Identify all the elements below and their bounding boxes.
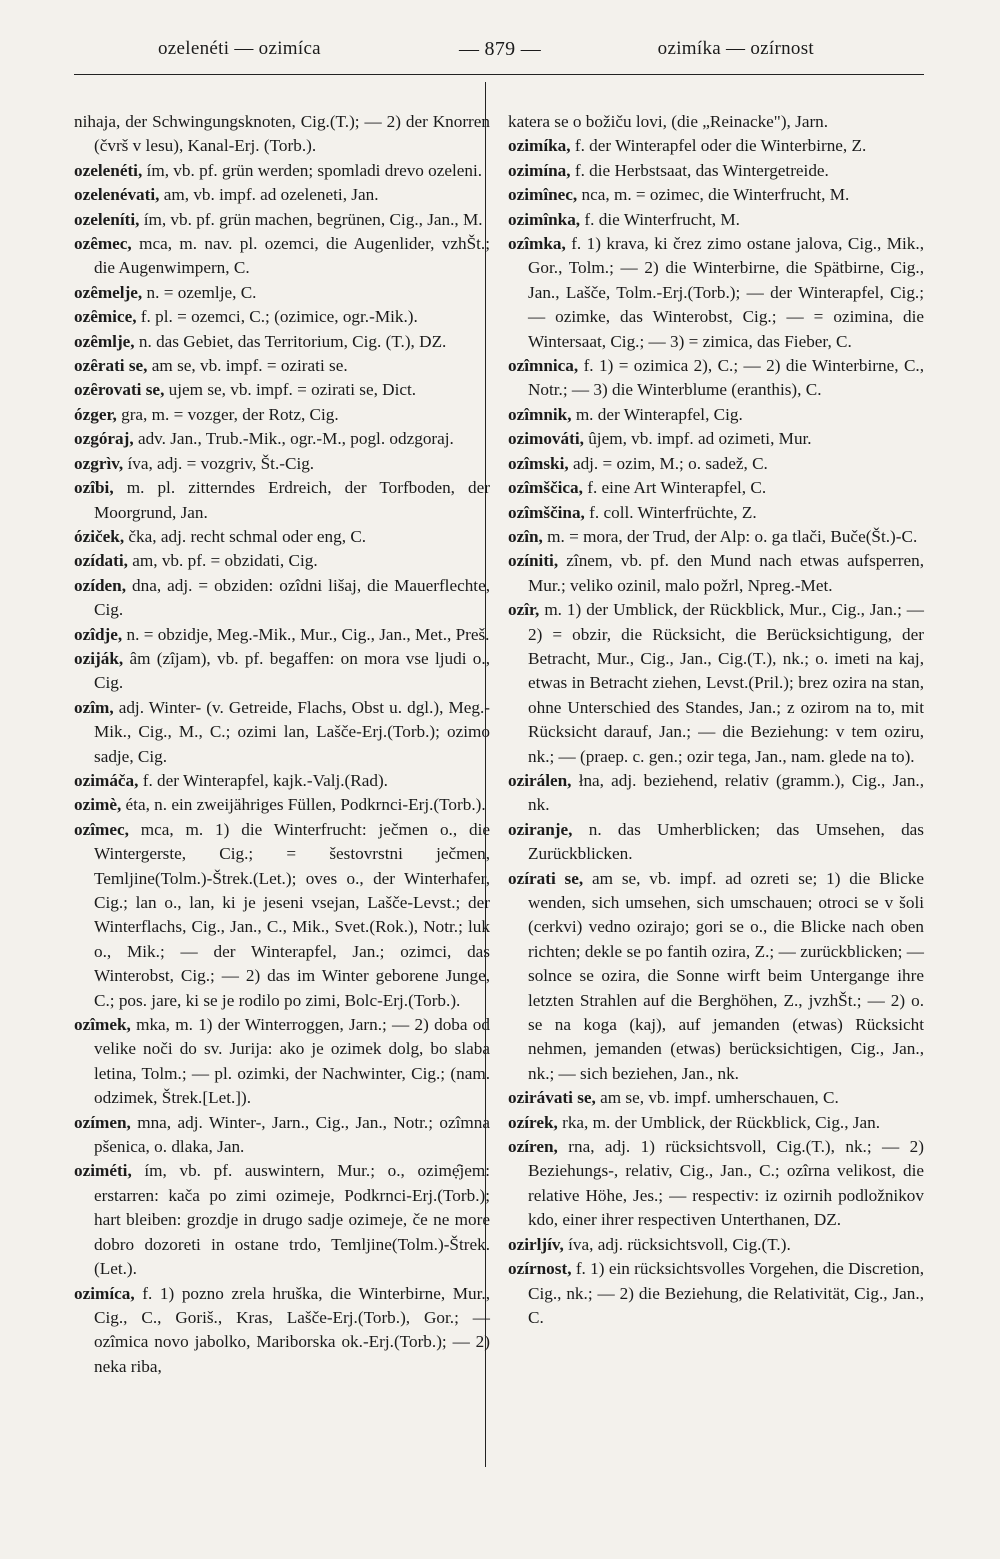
- entry-headword: ozȇrati se,: [74, 356, 148, 376]
- dictionary-entry: [74, 623, 490, 647]
- header-rule: [74, 74, 924, 75]
- entry-definition: dna, adj. = obziden: ozîdni lišaj, die Mauerflechte, Cig.: [94, 575, 490, 620]
- entry-headword: ozimînka,: [508, 209, 581, 229]
- dictionary-entry: [74, 183, 490, 207]
- entry-definition: adv. Jan., Trub.-Mik., ogr.-M., pogl. odzgoraj.: [137, 429, 454, 449]
- entry-definition: katera se o božiču lovi, (die „Reinacke"), Jarn.: [508, 112, 829, 131]
- dictionary-entry: [508, 427, 924, 451]
- dictionary-entry: [74, 525, 490, 549]
- entry-headword: ozimováti,: [508, 429, 584, 449]
- entry-headword: oziméti,: [74, 1161, 132, 1181]
- entry-definition: ím, vb. pf. grün machen, begrünen, Cig., Jan., M.: [143, 209, 483, 229]
- dictionary-entry: [508, 183, 924, 207]
- left-column: [74, 110, 490, 1379]
- dictionary-entry: [74, 159, 490, 183]
- dictionary-entry: [74, 1282, 490, 1380]
- entry-definition: m. = mora, der Trud, der Alp: o. ga tlači, Buče(Št.)-C.: [547, 526, 918, 546]
- entry-definition: íva, adj. = vozgriv, Št.-Cig.: [127, 453, 315, 473]
- entry-headword: ozelenévati,: [74, 185, 160, 205]
- entry-definition: rna, adj. 1) rücksichtsvoll, Cig.(T.), nk.; — 2) Beziehungs-, relativ, Cig., Jan., C.; ozîrna velikost, die relative Höhe, Jes.; — respectiv: iz ozirnih podložnikov kdo, einer ihrer respectiven Unterthanen, DZ.: [528, 1137, 924, 1230]
- entry-headword: ozgrìv,: [74, 453, 124, 473]
- entry-headword: ozírek,: [508, 1112, 558, 1132]
- entry-definition: f. die Winterfrucht, M.: [584, 209, 740, 229]
- dictionary-entry: [508, 867, 924, 1087]
- entry-definition: f. 1) = ozimica 2), C.; — 2) die Winterbirne, C., Notr.; — 3) die Winterblume (eranthis), C.: [528, 356, 924, 400]
- dictionary-entry: [508, 110, 924, 134]
- entry-definition: éta, n. ein zweijähriges Füllen, Podkrnci-Erj.(Torb.).: [125, 795, 486, 815]
- entry-headword: ozîn,: [508, 526, 543, 546]
- entry-headword: ozîmek,: [74, 1015, 131, 1035]
- entry-definition: am, vb. impf. ad ozeleneti, Jan.: [163, 185, 379, 205]
- entry-headword: ozírati se,: [508, 868, 584, 888]
- entry-definition: adj. = ozim, M.; o. sadež, C.: [572, 453, 768, 473]
- dictionary-entry: [74, 1111, 490, 1160]
- entry-headword: ozȇmelje,: [74, 282, 143, 302]
- entry-headword: ozîm,: [74, 697, 114, 717]
- entry-definition: f. die Herbstsaat, das Wintergetreide.: [574, 160, 829, 180]
- entry-definition: f. 1) ein rücksichtsvolles Vorgehen, die Discretion, Cig., nk.; — 2) die Beziehung, die Relativität, Cig., Jan., C.: [528, 1259, 924, 1327]
- entry-definition: gra, m. = vozger, der Rotz, Cig.: [121, 404, 339, 424]
- entry-headword: oziranje,: [508, 819, 573, 839]
- dictionary-entry: [74, 549, 490, 573]
- entry-definition: n. das Gebiet, das Territorium, Cig. (T.), DZ.: [138, 331, 447, 351]
- entry-definition: nihaja, der Schwingungsknoten, Cig.(T.); — 2) der Knorren (čvrš v lesu), Kanal-Erj. (Torb.).: [74, 112, 490, 156]
- entry-definition: ím, vb. pf. auswintern, Mur.; o., ozimẹ̑jem: erstarren: kača po zimi ozimeje, Podkrnci-Erj.(Torb.); hart bleiben: grozdje in drugo sadje ozimeje, če ne more dobro dozoreti in ostane trdo, Temljine(Tolm.)-Štrek.(Let.).: [94, 1161, 490, 1279]
- entry-headword: ozimè,: [74, 795, 122, 815]
- entry-headword: ozeleníti,: [74, 209, 140, 229]
- entry-definition: łna, adj. beziehend, relativ (gramm.), Cig., Jan., nk.: [528, 770, 925, 815]
- dictionary-entry: [74, 378, 490, 402]
- entry-headword: ozirálen,: [508, 770, 572, 790]
- entry-definition: f. der Winterapfel oder die Winterbirne, Z.: [574, 136, 867, 156]
- entry-definition: zînem, vb. pf. den Mund nach etwas aufsperren, Mur.; veliko ozinil, malo požrl, Npreg.-Met.: [528, 551, 924, 595]
- dictionary-entry: [508, 208, 924, 232]
- entry-definition: n. = obzidje, Meg.-Mik., Mur., Cig., Jan., Met., Preš.: [126, 624, 490, 644]
- entry-definition: adj. Winter- (v. Getreide, Flachs, Obst u. dgl.), Meg.-Mik., Cig., M., C.; ozimi lan, Lašče-Erj.(Torb.); ozimo sadje, Cig.: [94, 697, 490, 766]
- dictionary-entry: [508, 1257, 924, 1330]
- entry-headword: ózger,: [74, 404, 117, 424]
- right-column: [508, 110, 924, 1330]
- dictionary-entry: [74, 354, 490, 378]
- dictionary-entry: [74, 1013, 490, 1111]
- dictionary-entry: [508, 1233, 924, 1257]
- entry-definition: rka, m. der Umblick, der Rückblick, Cig., Jan.: [562, 1112, 881, 1132]
- entry-headword: ozîmski,: [508, 453, 569, 473]
- entry-headword: ozímen,: [74, 1112, 131, 1132]
- entry-headword: ozîmka,: [508, 234, 566, 254]
- entry-definition: mka, m. 1) der Winterroggen, Jarn.; — 2) doba od velike noči do sv. Jurija: ako je ozimek dolg, bo slaba letina, Tolm.; — pl. ozimki, der Nachwinter, Cig.; (nam. odzimek, Štrek.[Let.]).: [94, 1015, 490, 1108]
- entry-headword: ozíniti,: [508, 551, 559, 571]
- dictionary-entry: [74, 574, 490, 623]
- entry-headword: ozíren,: [508, 1137, 558, 1157]
- entry-definition: am se, vb. impf. = ozirati se.: [151, 356, 348, 376]
- entry-headword: ozȇrovati se,: [74, 380, 165, 400]
- dictionary-entry: [508, 769, 924, 818]
- dictionary-entry: [74, 452, 490, 476]
- entry-headword: ozîdje,: [74, 624, 123, 644]
- entry-definition: am se, vb. impf. umherschauen, C.: [600, 1088, 839, 1108]
- page-number: — 879 —: [458, 38, 542, 60]
- dictionary-entry: [74, 110, 490, 159]
- dictionary-entry: [74, 281, 490, 305]
- entry-definition: âm (zîjam), vb. pf. begaffen: on mora vse ljudi o., Cig.: [94, 648, 490, 693]
- dictionary-entry: [508, 1111, 924, 1135]
- dictionary-entry: [74, 647, 490, 696]
- entry-definition: f. coll. Winterfrüchte, Z.: [589, 502, 757, 522]
- entry-definition: f. 1) krava, ki črez zimo ostane jalova, Cig., Mik., Gor., Tolm.; — 2) die Winterbirne, die Spätbirne, Cig., Jan., Lašče, Tolm.-Erj.(Torb.); — der Winterapfel, Cig.; — ozimke, das Winterobst, Cig.; — = ozimina, die Wintersaat, Cig.; — 3) = zimica, das Fieber, C.: [528, 234, 924, 351]
- dictionary-entry: [74, 769, 490, 793]
- dictionary-entry: [508, 598, 924, 769]
- entry-headword: ozirljív,: [508, 1234, 564, 1254]
- dictionary-entry: [508, 159, 924, 183]
- entry-definition: f. der Winterapfel, kajk.-Valj.(Rad).: [142, 770, 388, 790]
- entry-headword: óziček,: [74, 526, 125, 546]
- dictionary-entry: [508, 232, 924, 354]
- dictionary-entry: [508, 1135, 924, 1233]
- dictionary-entry: [74, 818, 490, 1013]
- dictionary-entry: [508, 134, 924, 158]
- entry-headword: ozîmščica,: [508, 478, 583, 498]
- dictionary-entry: [74, 232, 490, 281]
- dictionary-entry: [74, 403, 490, 427]
- dictionary-entry: [74, 793, 490, 817]
- dictionary-entry: [74, 696, 490, 769]
- entry-definition: nca, m. = ozimec, die Winterfrucht, M.: [581, 185, 850, 205]
- entry-definition: m. 1) der Umblick, der Rückblick, Mur., Cig., Jan.; — 2) = obzir, die Rücksicht, die Berücksichtigung, der Betracht, Mur., Cig., Jan., Cig.(T.), nk.; o. imeti na kaj, etwas in Betracht ziehen, Levst.(Pril.); brez ozira na stan, ohne Unterschied des Standes, Jan.; z ozirom na to, mit Rücksicht darauf, Jan.; — die Beziehung: v tem oziru, nk.; — (praep. c. gen.; ozir tega, Jan., nam. glede na to).: [528, 600, 924, 766]
- entry-definition: f. eine Art Winterapfel, C.: [587, 478, 767, 498]
- dictionary-entry: [508, 549, 924, 598]
- dictionary-entry: [508, 525, 924, 549]
- entry-headword: ozgóraj,: [74, 429, 134, 449]
- entry-definition: f. 1) pozno zrela hruška, die Winterbirne, Mur., Cig., C., Goriš., Kras, Lašče-Erj.(Torb.), Gor.; — ozîmica novo jabolko, Mariborska ok.-Erj.(Torb.); — 2) neka riba,: [94, 1283, 491, 1376]
- entry-definition: íva, adj. rücksichtsvoll, Cig.(T.).: [568, 1234, 791, 1254]
- entry-headword: ozídati,: [74, 551, 128, 571]
- entry-headword: ozîr,: [508, 600, 540, 620]
- dictionary-entry: [74, 427, 490, 451]
- entry-definition: f. pl. = ozemci, C.; (ozimice, ogr.-Mik.).: [140, 307, 418, 327]
- entry-headword: ozimíca,: [74, 1283, 135, 1303]
- entry-headword: ozȇmlje,: [74, 331, 135, 351]
- dictionary-entry: [508, 403, 924, 427]
- entry-definition: am se, vb. impf. ad ozreti se; 1) die Blicke wenden, sich umsehen, sich umschauen; otroci se v šoli (cerkvi) vedno ozirajo; gori se o., die Blicke nach oben richten; dekle se po fantih ozira, Z.; — zurückblicken; — solnce se ozira, die Sonne wirft beim Untergange ihre letzten Strahlen auf die Berghöhen, Z., jvzhŠt.; — 2) o. se na koga (kaj), auf jemanden (etwas) Rücksicht nehmen, jemanden (etwas) berücksichtigen, Cig., Jan., nk.; — sich beziehen, Jan., nk.: [528, 868, 924, 1083]
- entry-definition: n. das Umherblicken; das Umsehen, das Zurückblicken.: [528, 819, 924, 864]
- dictionary-entry: [74, 1159, 490, 1281]
- entry-headword: ozîmnik,: [508, 404, 572, 424]
- dictionary-entry: [508, 818, 924, 867]
- entry-headword: ozȇmec,: [74, 234, 132, 254]
- entry-headword: ozírnost,: [508, 1259, 572, 1279]
- header-left-guide-words: ozelenéti — ozimíca: [158, 38, 321, 59]
- entry-headword: ozîmščina,: [508, 502, 585, 522]
- entry-definition: ûjem, vb. impf. ad ozimeti, Mur.: [588, 429, 812, 449]
- entry-definition: mna, adj. Winter-, Jarn., Cig., Jan., Notr.; ozîmna pšenica, o. dlaka, Jan.: [94, 1112, 490, 1157]
- entry-headword: ozîmec,: [74, 819, 129, 839]
- entry-headword: ozelenéti,: [74, 160, 143, 180]
- entry-definition: ím, vb. pf. grün werden; spomladi drevo ozeleni.: [146, 160, 483, 180]
- dictionary-entry: [74, 208, 490, 232]
- dictionary-entry: [74, 305, 490, 329]
- dictionary-entry: [508, 452, 924, 476]
- entry-headword: ozimíka,: [508, 136, 571, 156]
- entry-headword: ozîmnica,: [508, 356, 579, 376]
- dictionary-entry: [508, 476, 924, 500]
- entry-headword: ozimînec,: [508, 185, 578, 205]
- dictionary-entry: [74, 476, 490, 525]
- dictionary-entry: [74, 330, 490, 354]
- entry-headword: ozimáča,: [74, 770, 139, 790]
- entry-definition: čka, adj. recht schmal oder eng, C.: [128, 526, 367, 546]
- entry-headword: ozimína,: [508, 160, 571, 180]
- entry-definition: mca, m. nav. pl. ozemci, die Augenlider, vzhŠt.; die Augenwimpern, C.: [94, 234, 491, 278]
- entry-definition: am, vb. pf. = obzidati, Cig.: [132, 551, 318, 571]
- entry-headword: ozíden,: [74, 575, 127, 595]
- entry-definition: m. der Winterapfel, Cig.: [575, 404, 743, 424]
- entry-definition: m. pl. zitterndes Erdreich, der Torfboden, der Moorgrund, Jan.: [94, 478, 491, 522]
- entry-headword: ozirávati se,: [508, 1088, 596, 1108]
- entry-definition: mca, m. 1) die Winterfrucht: ječmen o., die Wintergerste, Cig.; = šestovrstni ječmen, Temljine(Tolm.)-Štrek.(Let.); oves o., der Winterhafer, Cig.; lan o., lan, ki je jeseni vsejan, Lašče-Levst.; der Winterflachs, Cig., Jan., C., Mik., Svet.(Rok.), Notr.; luk o., Mik.; — der Winterapfel, Jan.; ozimci, das Winterobst, Cig.; — 2) das im Winter geborene Junge, C.; pos. jare, ki se je rodilo po zimi, Bolc-Erj.(Torb.).: [94, 819, 490, 1010]
- entry-headword: oziják,: [74, 648, 124, 668]
- entry-definition: n. = ozemlje, C.: [146, 282, 257, 302]
- entry-headword: ozîbi,: [74, 478, 114, 498]
- header-right-guide-words: ozimíka — ozírnost: [657, 38, 814, 59]
- dictionary-entry: [508, 354, 924, 403]
- dictionary-entry: [508, 501, 924, 525]
- dictionary-entry: [508, 1086, 924, 1110]
- entry-headword: ozȇmice,: [74, 307, 137, 327]
- entry-definition: ujem se, vb. impf. = ozirati se, Dict.: [168, 380, 417, 400]
